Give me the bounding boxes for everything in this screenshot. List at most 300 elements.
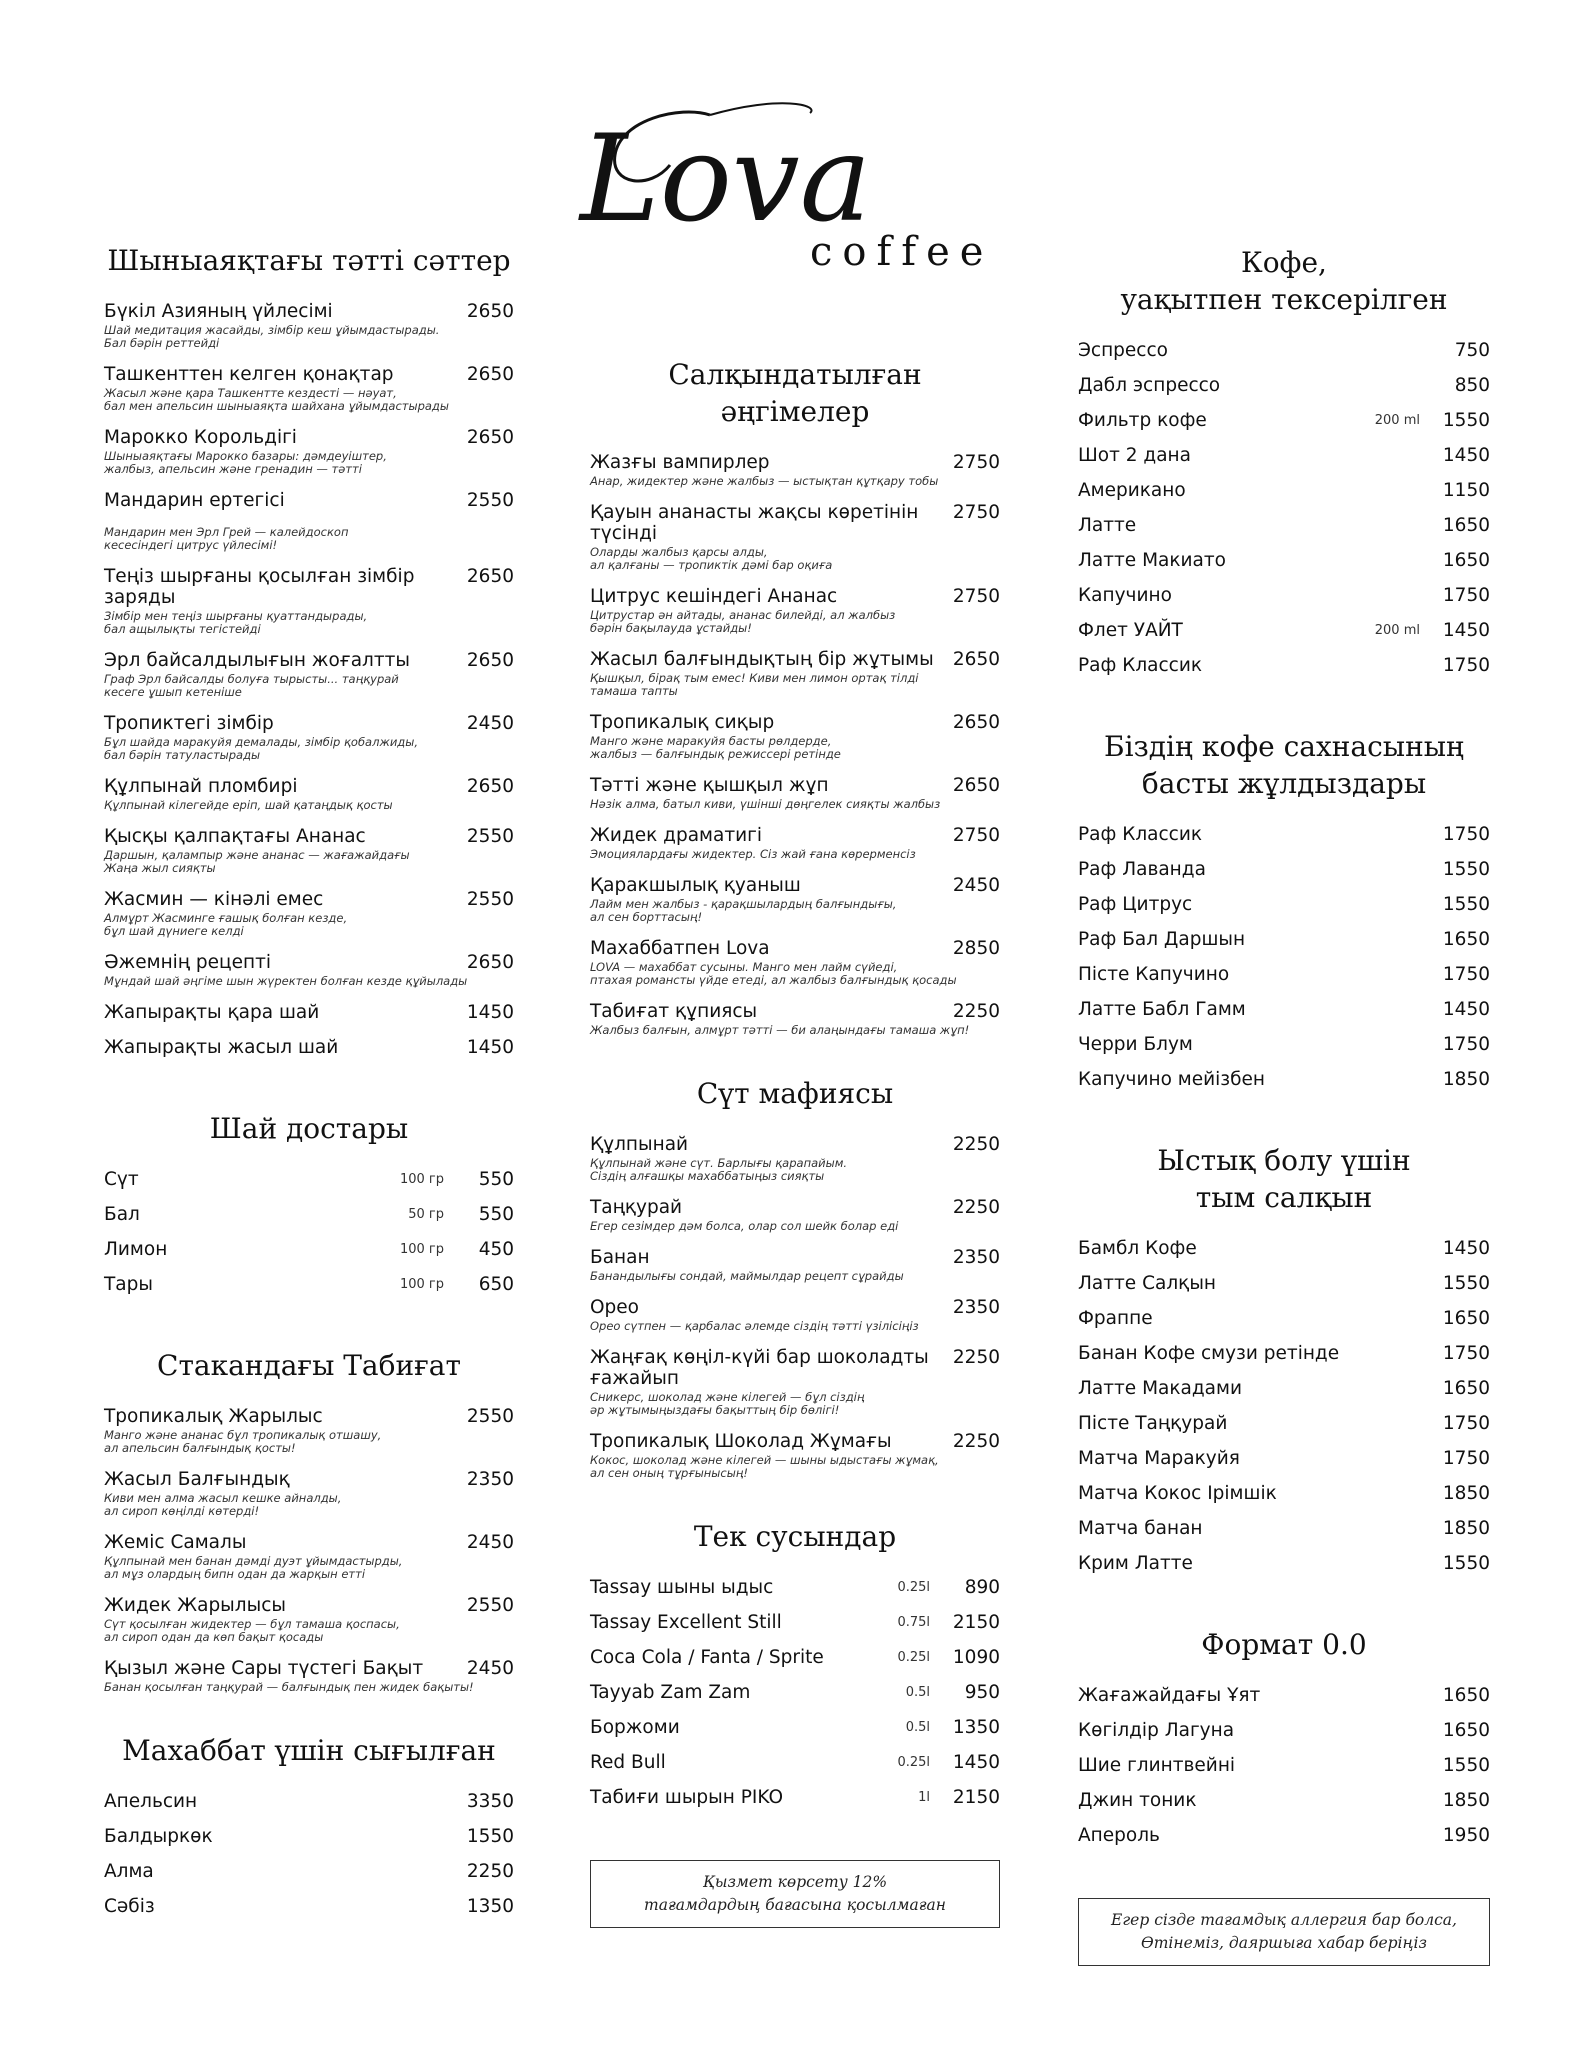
item-name: Раф Классик [1078, 824, 1203, 845]
item-name: Орео [590, 1297, 640, 1318]
item-description: Егер сезімдер дәм болса, олар сол шейк болар еді [590, 1219, 899, 1233]
item-price: 890 [964, 1577, 1000, 1598]
item-description: Қышқыл, бірақ тым емес! Киви мен лимон ортақ тілді тамаша тапты [590, 671, 919, 698]
menu-item [590, 1577, 1000, 1612]
item-price: 1550 [1442, 1273, 1490, 1294]
menu-item [590, 1787, 1000, 1822]
menu-section [1078, 728, 1490, 1104]
menu-item [590, 649, 1000, 698]
item-description: Құлпынай кілегейде еріп, шай қатаңдық қосты [104, 798, 393, 812]
item-price: 1950 [1442, 1825, 1490, 1846]
item-name: Матча Маракуйя [1078, 1448, 1240, 1469]
menu-item [104, 1469, 514, 1518]
menu-section [104, 1110, 514, 1309]
item-name: Латте Бабл Гамм [1078, 999, 1246, 1020]
item-name: Тропикалық Шоколад Жұмағы [590, 1431, 892, 1452]
menu-item [1078, 1034, 1490, 1069]
menu-item [104, 1037, 514, 1072]
menu-item [590, 712, 1000, 761]
item-name: Жапырақты қара шай [104, 1002, 320, 1023]
menu-section [1078, 244, 1490, 690]
item-volume: 0.25l [897, 1755, 930, 1770]
item-volume: 0.75l [897, 1615, 930, 1630]
item-price: 1150 [1442, 480, 1490, 501]
menu-item [1078, 340, 1490, 375]
menu-item [590, 825, 1000, 861]
item-price: 2650 [466, 952, 514, 973]
menu-item [104, 364, 514, 413]
item-volume: 100 гр [399, 1242, 444, 1257]
item-name: Tassay Excellent Still [590, 1612, 782, 1633]
item-price: 1850 [1442, 1518, 1490, 1539]
item-name: Теңіз шырғаны қосылған зімбір заряды [104, 566, 415, 608]
item-name: Алма [104, 1861, 154, 1882]
menu-item [1078, 1685, 1490, 1720]
item-price: 1750 [1442, 1413, 1490, 1434]
item-name: Сүт [104, 1169, 139, 1190]
item-name: Флет УАЙТ [1078, 620, 1183, 641]
item-name: Джин тоник [1078, 1790, 1197, 1811]
menu-item [104, 1204, 514, 1239]
item-description: Орео сүтпен — қарбалас әлемде сіздің тәтті үзілісіңіз [590, 1319, 919, 1333]
menu-item [590, 938, 1000, 987]
menu-item [590, 875, 1000, 924]
item-description: Құлпынай және сүт. Барлығы қарапайым. Сіздің алғашқы махаббатыңыз сияқты [590, 1156, 848, 1183]
item-price: 2550 [466, 490, 514, 511]
section-title: Салқындатылған әңгімелер [668, 358, 922, 428]
logo-word: coffee [810, 229, 994, 275]
menu-item [1078, 1448, 1490, 1483]
item-name: Жапырақты жасыл шай [104, 1037, 339, 1058]
menu-item [590, 1752, 1000, 1787]
item-description: Лайм мен жалбыз - қарақшылардың балғындығы, ал сен борттасың! [590, 897, 897, 924]
item-name: Дабл эспрессо [1078, 375, 1221, 396]
item-price: 2650 [466, 301, 514, 322]
item-name: Пісте Капучино [1078, 964, 1230, 985]
menu-item [104, 1791, 514, 1826]
item-price: 1550 [1442, 410, 1490, 431]
menu-item [104, 1274, 514, 1309]
item-price: 850 [1454, 375, 1490, 396]
item-price: 2550 [466, 889, 514, 910]
section-title: Тек сусындар [693, 1520, 897, 1553]
item-price: 2650 [466, 566, 514, 587]
item-description: Мұндай шай әңгіме шын жүректен болған кезде құйылады [104, 974, 468, 988]
item-name: Цитрус кешіндегі Ананас [590, 586, 838, 607]
item-price: 1550 [466, 1826, 514, 1847]
item-volume: 100 гр [399, 1277, 444, 1292]
item-volume: 0.5l [905, 1720, 930, 1735]
item-name: Раф Лаванда [1078, 859, 1206, 880]
item-name: Red Bull [590, 1752, 666, 1773]
item-price: 1850 [1442, 1069, 1490, 1090]
section-title: Сүт мафиясы [696, 1077, 894, 1110]
left-column [104, 242, 514, 1969]
item-description: Мандарин мен Эрл Грей — калейдоскоп кесесіндегі цитрус үйлесімі! [104, 525, 349, 552]
item-name: Қауын ананасты жақсы көретінін түсінді [590, 502, 919, 544]
item-price: 2750 [952, 502, 1000, 523]
item-price: 2250 [952, 1347, 1000, 1368]
item-volume: 50 гр [408, 1207, 444, 1222]
item-volume: 1l [918, 1790, 930, 1805]
item-price: 450 [478, 1239, 514, 1260]
item-name: Латте [1078, 515, 1137, 536]
menu-item [590, 1134, 1000, 1183]
item-name: Черри Блум [1078, 1034, 1193, 1055]
menu-item [590, 1247, 1000, 1283]
item-name: Бамбл Кофе [1078, 1238, 1197, 1259]
item-name: Крим Латте [1078, 1553, 1193, 1574]
item-name: Құлпынай пломбирі [104, 776, 298, 797]
menu-item [590, 1682, 1000, 1717]
menu-item [590, 1197, 1000, 1233]
item-price: 1550 [1442, 1553, 1490, 1574]
item-description: Құлпынай мен банан дәмді дуэт ұйымдастырды, ал мұз олардың бипн одан да жарқын етті [104, 1554, 403, 1581]
item-description: Сникерс, шоколад және кілегей — бұл сіздің әр жұтымыңыздағы бақыттың бір бөлігі! [590, 1390, 865, 1417]
item-description: Манго және ананас бұл тропикалық отшашу, ал апельсин балғындық қосты! [104, 1428, 382, 1455]
item-description: Банандылығы сондай, маймылдар рецепт сұрайды [590, 1269, 904, 1283]
item-name: Көгілдір Лагуна [1078, 1720, 1235, 1741]
section-title: Махаббат үшін сығылған [122, 1734, 496, 1767]
menu-item [1078, 1413, 1490, 1448]
item-price: 1750 [1442, 824, 1490, 845]
item-name: Жеміс Самалы [104, 1532, 247, 1553]
menu-item [1078, 655, 1490, 690]
menu-item [590, 1612, 1000, 1647]
item-price: 1750 [1442, 1343, 1490, 1364]
item-price: 2850 [952, 938, 1000, 959]
item-price: 550 [478, 1169, 514, 1190]
menu-item [1078, 999, 1490, 1034]
item-name: Апельсин [104, 1791, 198, 1812]
menu-item [1078, 1755, 1490, 1790]
item-price: 2250 [952, 1197, 1000, 1218]
item-description: Банан қосылған таңқурай — балғындық пен жидек бақыты! [104, 1680, 474, 1694]
item-volume: 200 ml [1374, 413, 1420, 428]
item-price: 2550 [466, 1406, 514, 1427]
menu-section [590, 1518, 1000, 1822]
menu-item [1078, 550, 1490, 585]
item-name: Жаңғақ көңіл-күйі бар шоколадты ғажайып [590, 1347, 929, 1389]
item-price: 1650 [1442, 550, 1490, 571]
menu-item [1078, 1378, 1490, 1413]
item-name: Қызыл және Сары түстегі Бақыт [104, 1658, 424, 1679]
item-name: Раф Классик [1078, 655, 1203, 676]
item-name: Әжемнің рецепті [104, 952, 272, 973]
menu-item [1078, 620, 1490, 655]
menu-item [1078, 445, 1490, 480]
item-description: Жалбыз балғын, алмұрт тәтті — би алаңындағы тамаша жұп! [590, 1023, 970, 1037]
middle-column [590, 356, 1000, 1928]
menu-item [104, 1861, 514, 1896]
item-price: 2750 [952, 452, 1000, 473]
item-price: 550 [478, 1204, 514, 1225]
item-name: Табиғи шырын PIKO [590, 1787, 784, 1808]
section-title: Кофе, уақытпен тексерілген [1120, 246, 1448, 316]
item-name: Раф Бал Даршын [1078, 929, 1246, 950]
item-name: Жазғы вампирлер [590, 452, 770, 473]
item-name: Боржоми [590, 1717, 680, 1738]
item-volume: 0.25l [897, 1650, 930, 1665]
menu-item [104, 889, 514, 938]
item-price: 1650 [1442, 1378, 1490, 1399]
item-name: Жасмин — кінәлі емес [104, 889, 324, 910]
item-price: 1450 [1442, 620, 1490, 641]
menu-item [104, 776, 514, 812]
item-price: 2550 [466, 1595, 514, 1616]
item-name: Эспрессо [1078, 340, 1168, 361]
item-price: 2450 [466, 1658, 514, 1679]
menu-item [104, 952, 514, 988]
item-price: 2150 [952, 1787, 1000, 1808]
item-name: Тропикалық сиқыр [590, 712, 775, 733]
item-description: Манго және маракуйя басты рөлдерде, жалбыз — балғындық режиссері ретінде [590, 734, 841, 761]
menu-item [590, 1347, 1000, 1417]
menu-item [1078, 1273, 1490, 1308]
menu-item [104, 1406, 514, 1455]
item-price: 1550 [1442, 894, 1490, 915]
item-name: Балдыркөк [104, 1826, 213, 1847]
menu-item [1078, 1518, 1490, 1553]
menu-item [1078, 375, 1490, 410]
item-price: 1650 [1442, 929, 1490, 950]
item-price: 1090 [952, 1647, 1000, 1668]
item-name: Латте Салқын [1078, 1273, 1217, 1294]
item-price: 2750 [952, 586, 1000, 607]
item-name: Жасыл Балғындық [104, 1469, 290, 1490]
item-price: 750 [1454, 340, 1490, 361]
menu-item [590, 586, 1000, 635]
item-name: Тары [104, 1274, 153, 1295]
item-description: Кокос, шоколад және кілегей — шыны ыдыстағы жұмақ, ал сен оның тұрғынысың! [590, 1453, 939, 1480]
menu-item [590, 1647, 1000, 1682]
item-name: Банан [590, 1247, 650, 1268]
menu-item [590, 502, 1000, 572]
menu-item [1078, 585, 1490, 620]
item-name: Латте Макиато [1078, 550, 1226, 571]
item-price: 1750 [1442, 655, 1490, 676]
menu-item [590, 775, 1000, 811]
item-volume: 0.25l [897, 1580, 930, 1595]
menu-item [1078, 1343, 1490, 1378]
menu-item [1078, 859, 1490, 894]
menu-item [1078, 1238, 1490, 1273]
item-price: 2250 [952, 1431, 1000, 1452]
section-title: Стакандағы Табиғат [157, 1349, 461, 1382]
item-name: Құлпынай [590, 1134, 689, 1155]
item-name: Фильтр кофе [1078, 410, 1207, 431]
item-price: 2650 [952, 775, 1000, 796]
item-name: Американо [1078, 480, 1186, 501]
item-price: 1750 [1442, 964, 1490, 985]
item-price: 1450 [466, 1002, 514, 1023]
menu-item [104, 1896, 514, 1931]
notice-box: Егер сізде тағамдық аллергия бар болса, Өтінеміз, даяршыға хабар беріңіз [1078, 1898, 1490, 1966]
item-price: 2250 [466, 1861, 514, 1882]
menu-item [1078, 964, 1490, 999]
item-name: Шот 2 дана [1078, 445, 1191, 466]
item-description: Граф Эрл байсалды болуға тырысты... таңқурай кесеге ұшып кетеніше [104, 672, 399, 699]
item-price: 2550 [466, 826, 514, 847]
item-name: Капучино мейізбен [1078, 1069, 1265, 1090]
item-name: Тәтті және қышқыл жұп [590, 775, 829, 796]
item-name: Банан Кофе смузи ретінде [1078, 1343, 1340, 1364]
item-price: 2350 [952, 1297, 1000, 1318]
item-price: 1350 [466, 1896, 514, 1917]
menu-item [104, 826, 514, 875]
item-description: Жасыл және қара Ташкентте кездесті — нәуат, бал мен апельсин шыныаяқта шайхана ұйымдастырады [104, 386, 449, 413]
lova-coffee-logo [560, 95, 1030, 295]
item-price: 2650 [466, 776, 514, 797]
menu-item [104, 427, 514, 476]
menu-item [590, 1001, 1000, 1037]
item-name: Махаббатпен Lova [590, 938, 770, 959]
item-name: Tassay шыны ыдыс [590, 1577, 774, 1598]
section-title: Формат 0.0 [1201, 1628, 1367, 1661]
item-description: Шай медитация жасайды, зімбір кеш ұйымдастырады. Бал бәрін реттейді [104, 323, 440, 350]
item-name: Жидек Жарылысы [104, 1595, 287, 1616]
item-price: 1750 [1442, 585, 1490, 606]
item-price: 1450 [466, 1037, 514, 1058]
item-name: Қаракшылық қуаныш [590, 875, 801, 896]
menu-item [104, 1002, 514, 1037]
item-description: Оларды жалбыз қарсы алды, ал қалғаны — тропиктік дәмі бар оқиға [590, 545, 833, 572]
menu-item [104, 566, 514, 636]
item-name: Табиғат құпиясы [590, 1001, 758, 1022]
menu-section [590, 356, 1000, 1037]
item-name: Шие глинтвейні [1078, 1755, 1236, 1776]
item-price: 1650 [1442, 1685, 1490, 1706]
menu-item [1078, 1483, 1490, 1518]
menu-item [1078, 480, 1490, 515]
item-price: 1850 [1442, 1790, 1490, 1811]
item-price: 650 [478, 1274, 514, 1295]
menu-item [104, 1595, 514, 1644]
section-title: Шыныаяқтағы тәтті сәттер [107, 244, 511, 277]
item-description: Шыныаяқтағы Марокко базары: дәмдеуіштер, жалбыз, апельсин және гренадин — тәтті [104, 449, 387, 476]
item-description: Бұл шайда маракуйя демалады, зімбір қобалжиды, бал бәрін татуластырады [104, 735, 418, 762]
item-name: Лимон [104, 1239, 168, 1260]
item-description: Эмоциялардағы жидектер. Сіз жай ғана көрерменсіз [590, 847, 916, 861]
item-name: Матча банан [1078, 1518, 1203, 1539]
menu-section [1078, 1626, 1490, 1860]
item-name: Coca Cola / Fanta / Sprite [590, 1647, 824, 1668]
item-price: 950 [964, 1682, 1000, 1703]
menu-section [104, 1732, 514, 1931]
menu-item [104, 1658, 514, 1694]
item-price: 2650 [952, 649, 1000, 670]
item-name: Тропикалық Жарылыс [104, 1406, 323, 1427]
item-price: 1450 [1442, 445, 1490, 466]
item-price: 1450 [1442, 1238, 1490, 1259]
item-name: Пісте Таңқурай [1078, 1413, 1228, 1434]
logo-script: Lova [580, 110, 872, 249]
menu-item [1078, 894, 1490, 929]
menu-item [590, 1717, 1000, 1752]
item-description: LOVA — махаббат сусыны. Манго мен лайм сүйеді, птахая романсты үйде етеді, ал жалбыз балғындық қосады [590, 960, 957, 987]
menu-section [1078, 1142, 1490, 1588]
item-description: Анар, жидектер және жалбыз — ыстықтан құтқару тобы [590, 474, 939, 488]
item-name: Марокко Корольдігі [104, 427, 297, 448]
item-price: 1650 [1442, 1308, 1490, 1329]
item-price: 3350 [466, 1791, 514, 1812]
menu-item [104, 301, 514, 350]
item-description: Цитрустар ән айтады, ананас билейді, ал жалбыз бәрін бақылауда ұстайды! [590, 608, 896, 635]
item-price: 2450 [466, 1532, 514, 1553]
menu-item [1078, 1308, 1490, 1343]
item-name: Жағажайдағы Ұят [1078, 1685, 1261, 1706]
item-price: 2150 [952, 1612, 1000, 1633]
item-name: Жидек драматигі [590, 825, 763, 846]
item-price: 1350 [952, 1717, 1000, 1738]
item-name: Сәбіз [104, 1896, 155, 1917]
menu-item [1078, 1790, 1490, 1825]
item-volume: 0.5l [905, 1685, 930, 1700]
menu-item [1078, 929, 1490, 964]
menu-section [590, 1075, 1000, 1480]
item-price: 2350 [952, 1247, 1000, 1268]
item-price: 1850 [1442, 1483, 1490, 1504]
menu-item [104, 713, 514, 762]
menu-item [104, 1169, 514, 1204]
item-price: 2650 [466, 364, 514, 385]
menu-item [1078, 1069, 1490, 1104]
item-name: Таңқурай [590, 1197, 683, 1218]
menu-item [1078, 1720, 1490, 1755]
menu-item [1078, 515, 1490, 550]
item-description: Даршын, қалампыр және ананас — жағажайдағы Жаңа жыл сияқты [104, 848, 410, 875]
item-price: 2450 [466, 713, 514, 734]
notice-box: Қызмет көрсету 12% тағамдардың бағасына қосылмаған [590, 1860, 1000, 1928]
menu-item [590, 1297, 1000, 1333]
item-description: Нәзік алма, батыл киви, үшінші дөңгелек сияқты жалбыз [590, 797, 941, 811]
item-name: Мандарин ертегісі [104, 490, 285, 511]
menu-item [1078, 410, 1490, 445]
item-name: Раф Цитрус [1078, 894, 1193, 915]
item-name: Ташкенттен келген қонақтар [104, 364, 394, 385]
item-price: 2350 [466, 1469, 514, 1490]
item-name: Қысқы қалпақтағы Ананас [104, 826, 366, 847]
item-name: Тропиктегі зімбір [104, 713, 274, 734]
item-description: Зімбір мен теңіз шырғаны қуаттандырады, бал ащылықты тегістейді [104, 609, 368, 636]
item-name: Tayyab Zam Zam [590, 1682, 751, 1703]
menu-section [104, 242, 514, 1072]
menu-item [104, 1826, 514, 1861]
menu-item [104, 1239, 514, 1274]
right-column [1078, 244, 1490, 1966]
item-price: 2450 [952, 875, 1000, 896]
section-title: Шай достары [209, 1112, 409, 1145]
item-price: 2650 [466, 427, 514, 448]
item-name: Бал [104, 1204, 140, 1225]
item-price: 1450 [1442, 999, 1490, 1020]
menu-item [104, 650, 514, 699]
item-price: 1550 [1442, 1755, 1490, 1776]
item-volume: 200 ml [1374, 623, 1420, 638]
item-price: 2650 [952, 712, 1000, 733]
menu-item [590, 452, 1000, 488]
item-price: 2250 [952, 1134, 1000, 1155]
item-name: Эрл байсалдылығын жоғалтты [104, 650, 411, 671]
menu-item [104, 490, 514, 552]
item-price: 1750 [1442, 1448, 1490, 1469]
menu-item [1078, 1825, 1490, 1860]
item-name: Капучино [1078, 585, 1172, 606]
item-price: 1650 [1442, 515, 1490, 536]
item-price: 1550 [1442, 859, 1490, 880]
menu-item [590, 1431, 1000, 1480]
item-name: Бүкіл Азияның үйлесімі [104, 301, 333, 322]
